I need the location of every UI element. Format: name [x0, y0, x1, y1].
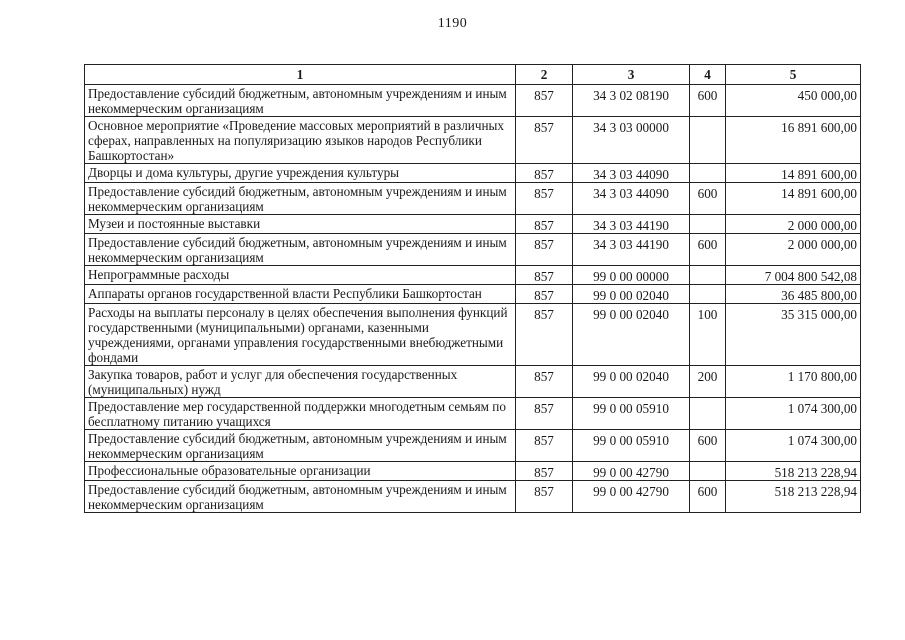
amount: 35 315 000,00 [726, 304, 861, 366]
amount: 14 891 600,00 [726, 183, 861, 215]
expense-type: 600 [690, 430, 726, 462]
amount: 2 000 000,00 [726, 215, 861, 234]
expense-type [690, 462, 726, 481]
expense-name: Предоставление субсидий бюджетным, автономным учреждениям и иным некоммерческим организациям [85, 430, 516, 462]
amount: 1 074 300,00 [726, 398, 861, 430]
amount: 1 074 300,00 [726, 430, 861, 462]
table-row [85, 85, 861, 117]
target-article: 99 0 00 05910 [573, 430, 690, 462]
amount: 518 213 228,94 [726, 481, 861, 513]
table-row [85, 430, 861, 462]
expense-name: Предоставление субсидий бюджетным, автономным учреждениям и иным некоммерческим организациям [85, 234, 516, 266]
target-article: 99 0 00 05910 [573, 398, 690, 430]
target-article: 34 3 03 44190 [573, 215, 690, 234]
expense-name: Расходы на выплаты персоналу в целях обеспечения выполнения функций государственными (муниципальными) органами, казенными учреждениями, органами управления государственными внебюджетными фондами [85, 304, 516, 366]
expense-type [690, 266, 726, 285]
expense-name: Предоставление субсидий бюджетным, автономным учреждениям и иным некоммерческим организациям [85, 85, 516, 117]
target-article: 34 3 03 44190 [573, 234, 690, 266]
expense-type: 600 [690, 85, 726, 117]
expense-type: 200 [690, 366, 726, 398]
expense-type [690, 164, 726, 183]
expense-type [690, 398, 726, 430]
expense-name: Предоставление субсидий бюджетным, автономным учреждениям и иным некоммерческим организациям [85, 183, 516, 215]
column-header: 4 [690, 65, 726, 85]
table-row [85, 183, 861, 215]
expense-name: Предоставление мер государственной поддержки многодетным семьям по бесплатному питанию учащихся [85, 398, 516, 430]
expense-name: Основное мероприятие «Проведение массовых мероприятий в различных сферах, направленных на популяризацию языков народов Республики Башкортостан» [85, 117, 516, 164]
ministry-code: 857 [516, 117, 573, 164]
amount: 14 891 600,00 [726, 164, 861, 183]
expense-type [690, 285, 726, 304]
table-row [85, 304, 861, 366]
target-article: 99 0 00 00000 [573, 266, 690, 285]
target-article: 99 0 00 42790 [573, 462, 690, 481]
ministry-code: 857 [516, 183, 573, 215]
target-article: 34 3 03 44090 [573, 183, 690, 215]
expense-name: Дворцы и дома культуры, другие учреждения культуры [85, 164, 516, 183]
table-header-row [85, 65, 861, 85]
ministry-code: 857 [516, 366, 573, 398]
budget-table [84, 64, 861, 513]
target-article: 34 3 03 44090 [573, 164, 690, 183]
target-article: 34 3 03 00000 [573, 117, 690, 164]
ministry-code: 857 [516, 481, 573, 513]
expense-type: 600 [690, 234, 726, 266]
table-row [85, 481, 861, 513]
table-row [85, 266, 861, 285]
expense-name: Предоставление субсидий бюджетным, автономным учреждениям и иным некоммерческим организациям [85, 481, 516, 513]
table-row [85, 462, 861, 481]
table-row [85, 215, 861, 234]
ministry-code: 857 [516, 215, 573, 234]
ministry-code: 857 [516, 285, 573, 304]
column-header: 2 [516, 65, 573, 85]
column-header: 5 [726, 65, 861, 85]
ministry-code: 857 [516, 266, 573, 285]
expense-name: Профессиональные образовательные организации [85, 462, 516, 481]
expense-type: 100 [690, 304, 726, 366]
column-header: 1 [85, 65, 516, 85]
amount: 7 004 800 542,08 [726, 266, 861, 285]
amount: 450 000,00 [726, 85, 861, 117]
amount: 518 213 228,94 [726, 462, 861, 481]
table-row [85, 117, 861, 164]
ministry-code: 857 [516, 304, 573, 366]
ministry-code: 857 [516, 462, 573, 481]
expense-type: 600 [690, 183, 726, 215]
expense-type [690, 215, 726, 234]
page-number: 1190 [437, 16, 468, 31]
ministry-code: 857 [516, 398, 573, 430]
amount: 2 000 000,00 [726, 234, 861, 266]
table-row [85, 164, 861, 183]
expense-name: Музеи и постоянные выставки [85, 215, 516, 234]
ministry-code: 857 [516, 164, 573, 183]
ministry-code: 857 [516, 430, 573, 462]
expense-name: Аппараты органов государственной власти Республики Башкортостан [85, 285, 516, 304]
amount: 16 891 600,00 [726, 117, 861, 164]
expense-name: Закупка товаров, работ и услуг для обеспечения государственных (муниципальных) нужд [85, 366, 516, 398]
ministry-code: 857 [516, 234, 573, 266]
expense-name: Непрограммные расходы [85, 266, 516, 285]
expense-type: 600 [690, 481, 726, 513]
target-article: 99 0 00 02040 [573, 366, 690, 398]
target-article: 99 0 00 02040 [573, 285, 690, 304]
ministry-code: 857 [516, 85, 573, 117]
target-article: 99 0 00 42790 [573, 481, 690, 513]
column-header: 3 [573, 65, 690, 85]
amount: 1 170 800,00 [726, 366, 861, 398]
target-article: 34 3 02 08190 [573, 85, 690, 117]
expense-type [690, 117, 726, 164]
target-article: 99 0 00 02040 [573, 304, 690, 366]
amount: 36 485 800,00 [726, 285, 861, 304]
table-row [85, 366, 861, 398]
table-row [85, 285, 861, 304]
table-row [85, 234, 861, 266]
table-row [85, 398, 861, 430]
